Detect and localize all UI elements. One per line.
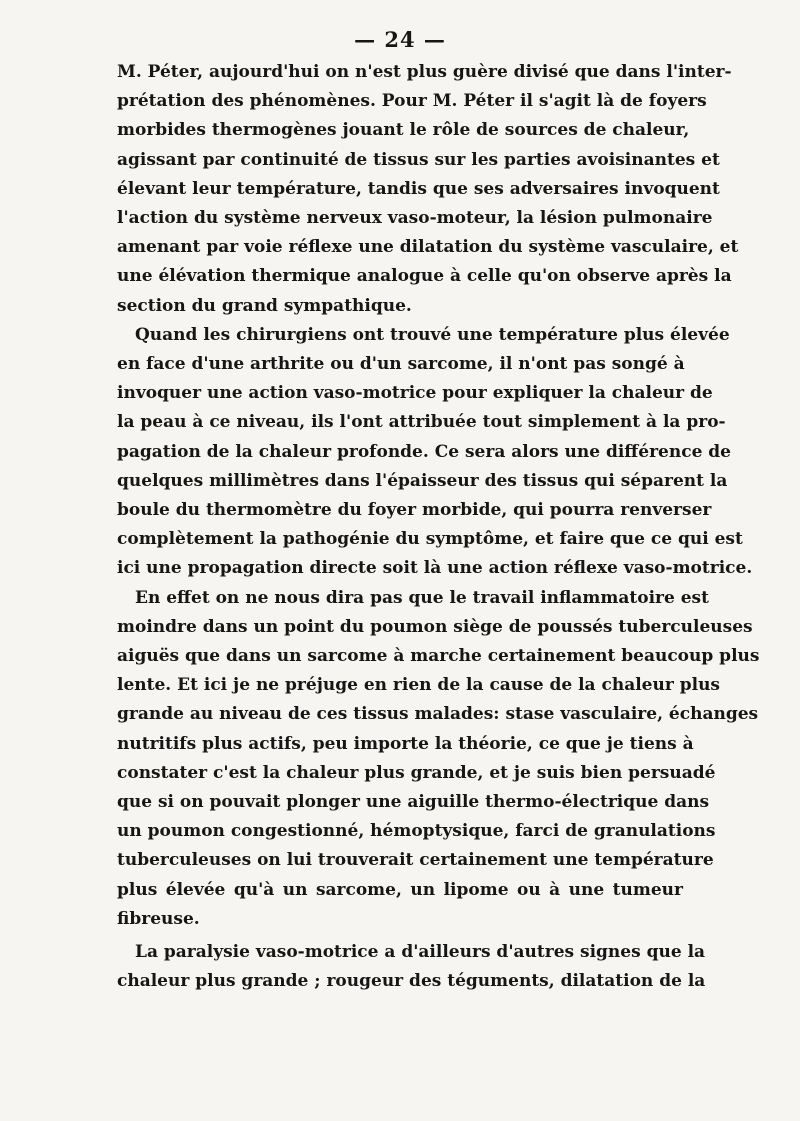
text-line: ici une propagation directe soit là une action réflexe vaso-motrice. <box>117 558 753 579</box>
text-line: Quand les chirurgiens ont trouvé une température plus élevée <box>135 324 730 345</box>
text-line: moindre dans un point du poumon siège de poussés tuberculeuses <box>117 616 753 637</box>
text-line: pagation de la chaleur profonde. Ce sera alors une différence de <box>117 441 732 462</box>
page-number: — 24 — <box>354 27 446 52</box>
text-line: invoquer une action vaso-motrice pour expliquer la chaleur de <box>117 383 713 404</box>
paragraph <box>117 321 753 584</box>
text-line: morbides thermogènes jouant le rôle de sources de chaleur, <box>117 120 690 141</box>
text-line: nutritifs plus actifs, peu importe la théorie, ce que je tiens à <box>117 733 694 754</box>
text-line: une élévation thermique analogue à celle qu'on observe après la <box>117 266 732 287</box>
text-line: M. Péter, aujourd'hui on n'est plus guère divisé que dans l'inter- <box>117 62 732 82</box>
paragraph <box>117 938 706 996</box>
text-line: section du grand sympathique. <box>117 295 412 316</box>
text-line: en face d'une arthrite ou d'un sarcome, il n'ont pas songé à <box>117 354 685 375</box>
text-line: constater c'est la chaleur plus grande, et je suis bien persuadé <box>117 762 716 783</box>
paragraph <box>117 58 739 321</box>
body-text <box>117 58 760 997</box>
text-line: aiguës que dans un sarcome à marche certainement beaucoup plus <box>117 646 760 667</box>
text-line: tuberculeuses on lui trouverait certainement une température <box>117 850 714 871</box>
text-line: que si on pouvait plonger une aiguille thermo-électrique dans <box>117 792 710 813</box>
paragraph <box>117 584 760 934</box>
text-line: prétation des phénomènes. Pour M. Péter il s'agit là de foyers <box>117 91 707 112</box>
text-line: l'action du système nerveux vaso-moteur, la lésion pulmonaire <box>117 208 713 229</box>
text-line: lente. Et ici je ne préjuge en rien de la cause de la chaleur plus <box>117 675 720 696</box>
text-line: un poumon congestionné, hémoptysique, farci de granulations <box>117 821 716 842</box>
text-line: chaleur plus grande ; rougeur des téguments, dilatation de la <box>117 971 706 992</box>
text-line: amenant par voie réflexe une dilatation du système vasculaire, et <box>117 237 739 258</box>
text-line: quelques millimètres dans l'épaisseur des tissus qui séparent la <box>117 470 728 491</box>
text-line: La paralysie vaso-motrice a d'ailleurs d'autres signes que la <box>135 942 706 963</box>
text-line: complètement la pathogénie du symptôme, et faire que ce qui est <box>117 529 743 550</box>
text-line: En effet on ne nous dira pas que le travail inflammatoire est <box>135 587 709 608</box>
text-line: grande au niveau de ces tissus malades: stase vasculaire, échanges <box>117 704 759 725</box>
text-line: plus élevée qu'à un sarcome, un lipome ou à une tumeur <box>117 879 683 900</box>
text-line: la peau à ce niveau, ils l'ont attribuée tout simplement à la pro- <box>117 412 726 433</box>
text-line: agissant par continuité de tissus sur les parties avoisinantes et <box>117 149 720 170</box>
text-line: boule du thermomètre du foyer morbide, qui pourra renverser <box>117 500 712 521</box>
text-line: élevant leur température, tandis que ses adversaires invoquent <box>117 178 720 199</box>
text-line: fibreuse. <box>117 908 200 929</box>
